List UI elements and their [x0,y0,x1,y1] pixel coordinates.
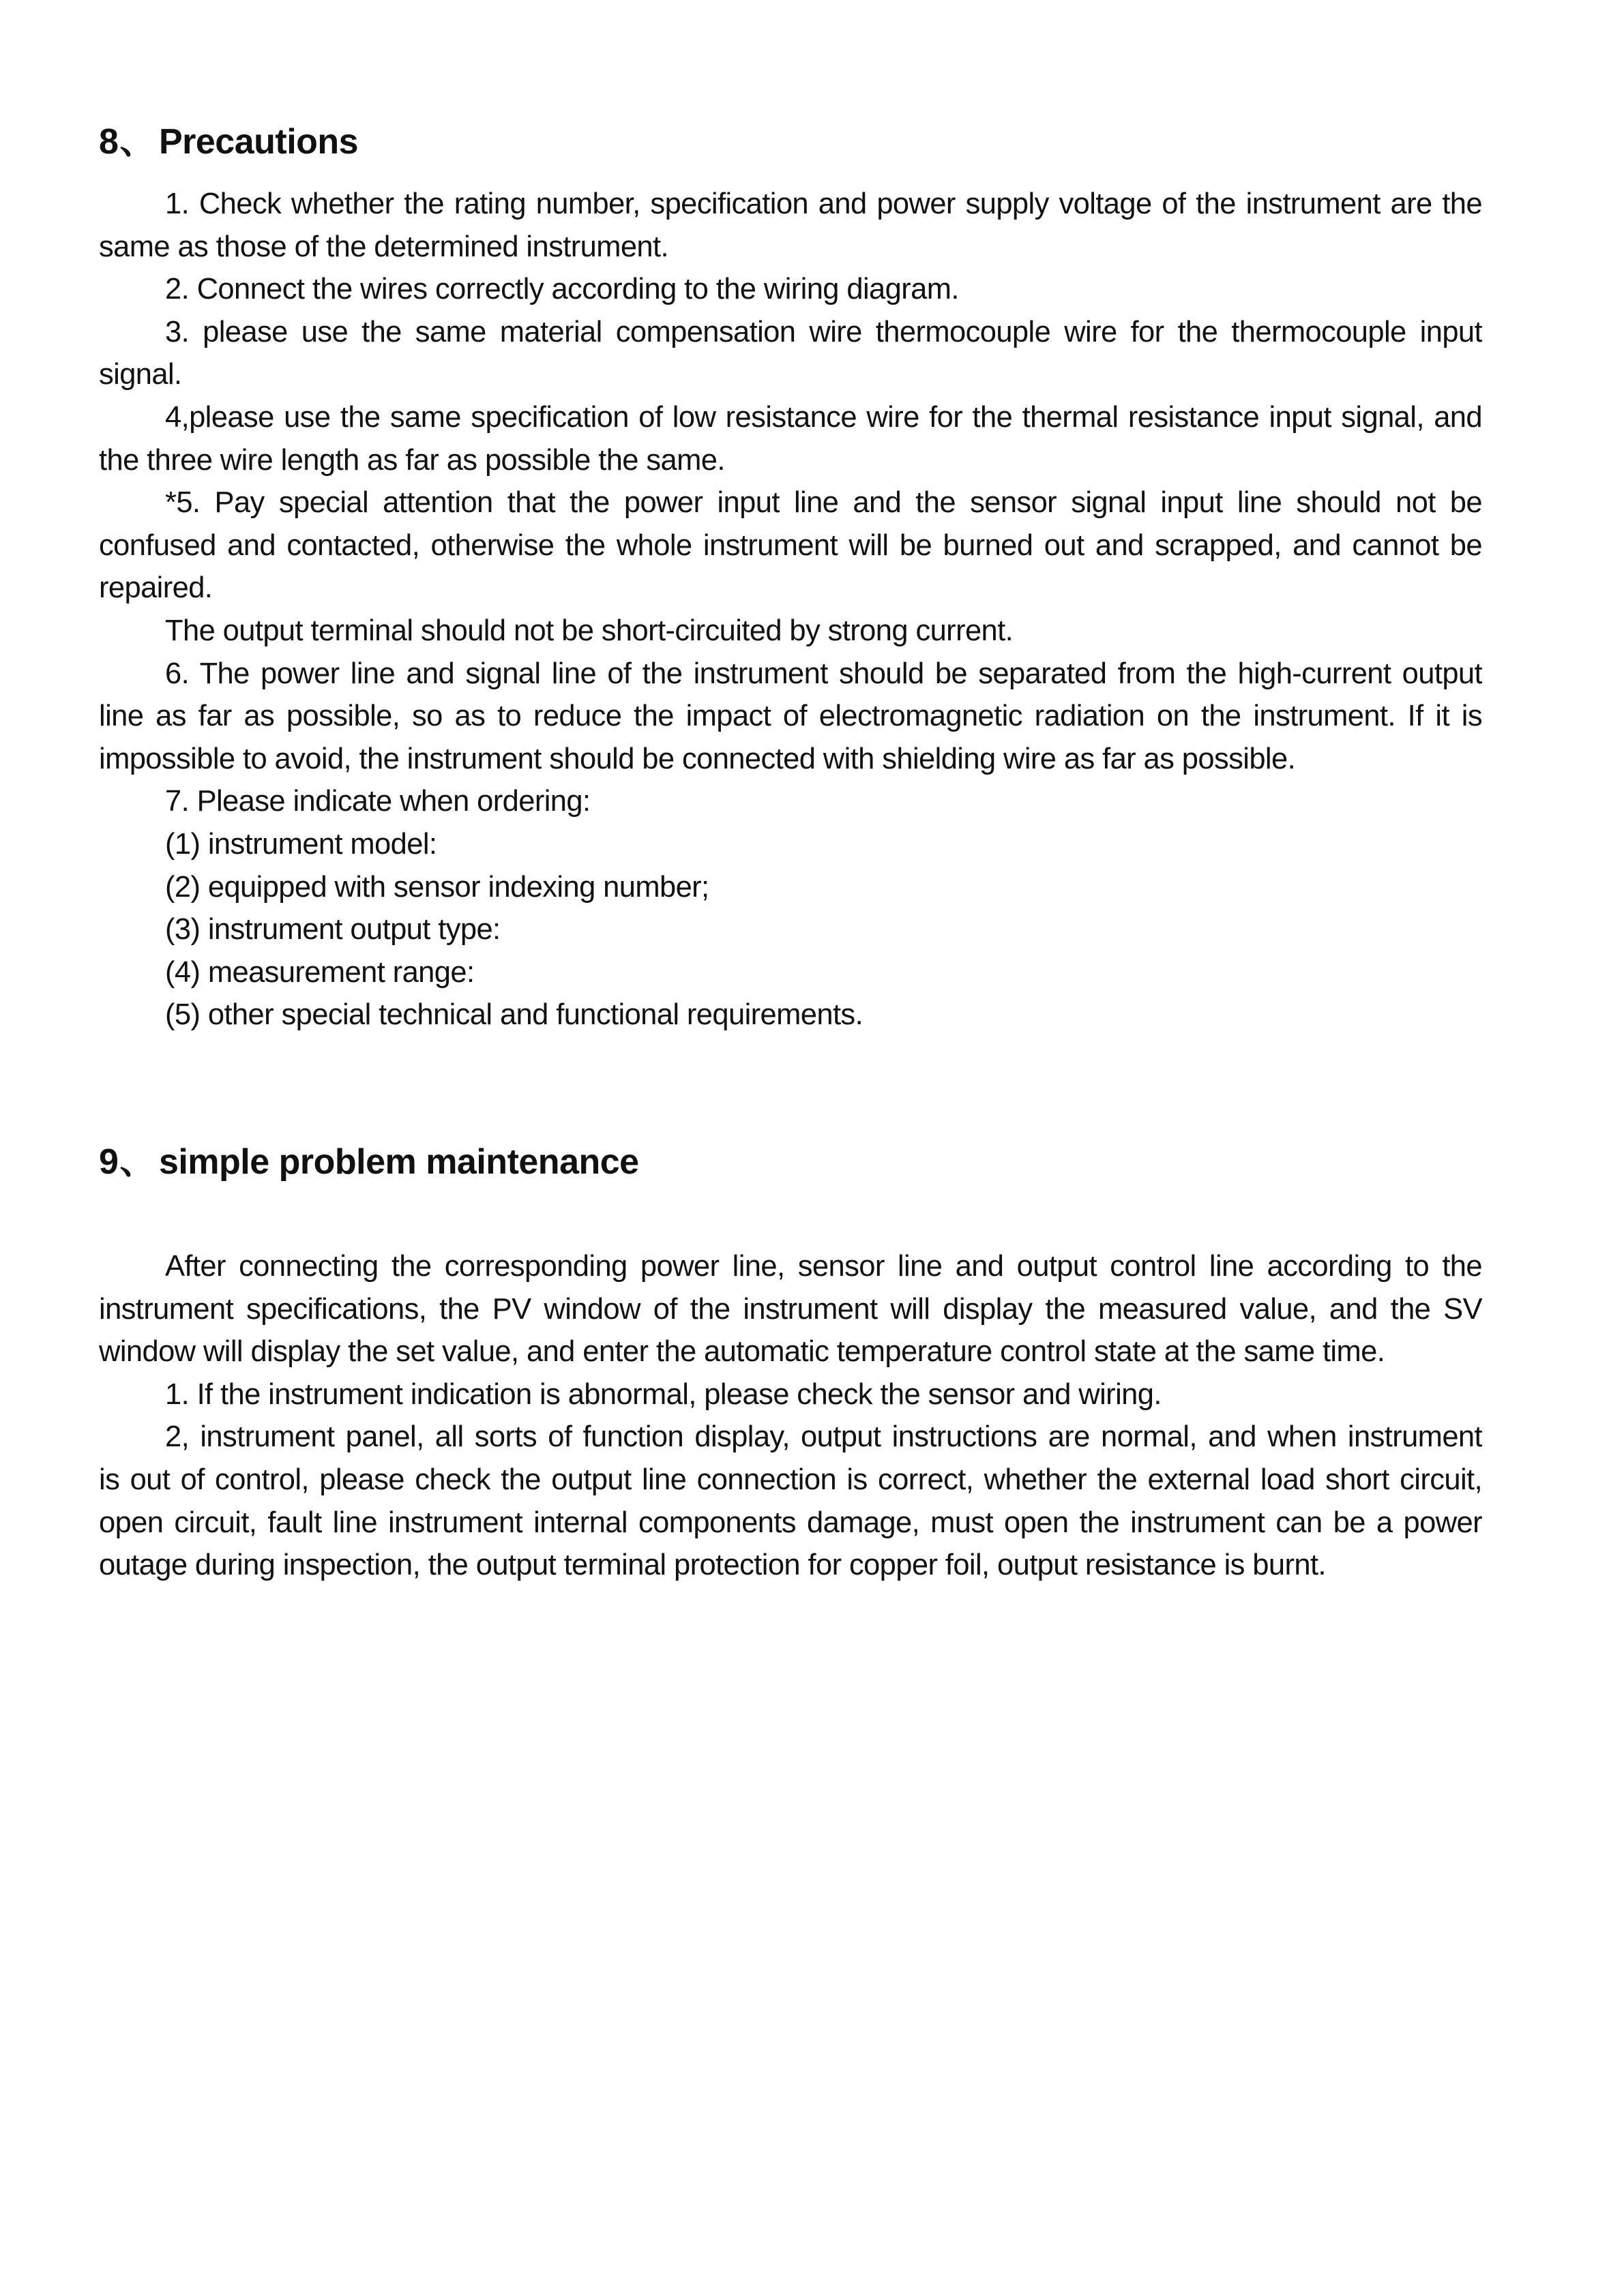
text-line: 2. Connect the wires correctly according to the wiring diagram. [165,273,959,306]
section-title: Precautions [158,122,359,162]
text-line: After connecting the corresponding power line, sensor line and output control line according to the [165,1250,1482,1283]
text-line: line as far as possible, so as to reduce the impact of electromagnetic radiation on the instrument. If it is [99,700,1482,733]
text-line: repaired. [99,571,213,605]
section-separator: 、 [119,122,155,162]
text-line: 4,please use the same specification of low resistance wire for the thermal resistance input signal, and [165,401,1482,434]
text-line: (2) equipped with sensor indexing number; [165,870,709,904]
text-line: impossible to avoid, the instrument should be connected with shielding wire as far as possible. [99,742,1296,775]
text-line: 6. The power line and signal line of the instrument should be separated from the high-current output [165,657,1482,690]
text-line: (3) instrument output type: [165,913,501,946]
text-line: signal. [99,358,182,391]
text-line: outage during inspection, the output terminal protection for copper foil, output resistance is burnt. [99,1549,1326,1582]
text-line: (4) measurement range: [165,955,475,989]
text-line: confused and contacted, otherwise the whole instrument will be burned out and scrapped, and cannot be [99,528,1482,562]
text-line: The output terminal should not be short-circuited by strong current. [165,614,1014,647]
text-line: instrument specifications, the PV window of the instrument will display the measured value, and the SV [99,1292,1482,1326]
text-line: is out of control, please check the output line connection is correct, whether the external load short circuit, [99,1463,1482,1496]
text-line: 7. Please indicate when ordering: [165,785,591,818]
text-line: (1) instrument model: [165,828,437,861]
section-number: 8 [99,122,119,162]
section-heading-maintenance [99,1142,639,1182]
text-line: 3. please use the same material compensation wire thermocouple wire for the thermocouple input [165,315,1482,348]
text-line: 1. If the instrument indication is abnormal, please check the sensor and wiring. [165,1377,1162,1411]
text-line: *5. Pay special attention that the power input line and the sensor signal input line should not be [165,486,1482,520]
text-line: the three wire length as far as possible the same. [99,443,725,477]
text-line: 2, instrument panel, all sorts of function display, output instructions are normal, and when instrument [165,1420,1482,1454]
text-line: (5) other special technical and functional requirements. [165,998,863,1032]
text-line: 1. Check whether the rating number, specification and power supply voltage of the instrument are the [165,188,1482,220]
section-number: 9 [99,1142,119,1182]
text-line: same as those of the determined instrument. [99,230,668,263]
section-separator: 、 [119,1142,155,1182]
section-title: simple problem maintenance [158,1142,639,1182]
section-heading-precautions [99,121,358,162]
text-line: window will display the set value, and enter the automatic temperature control state at the same time. [99,1335,1385,1369]
text-line: open circuit, fault line instrument internal components damage, must open the instrument can be a power [99,1506,1482,1539]
